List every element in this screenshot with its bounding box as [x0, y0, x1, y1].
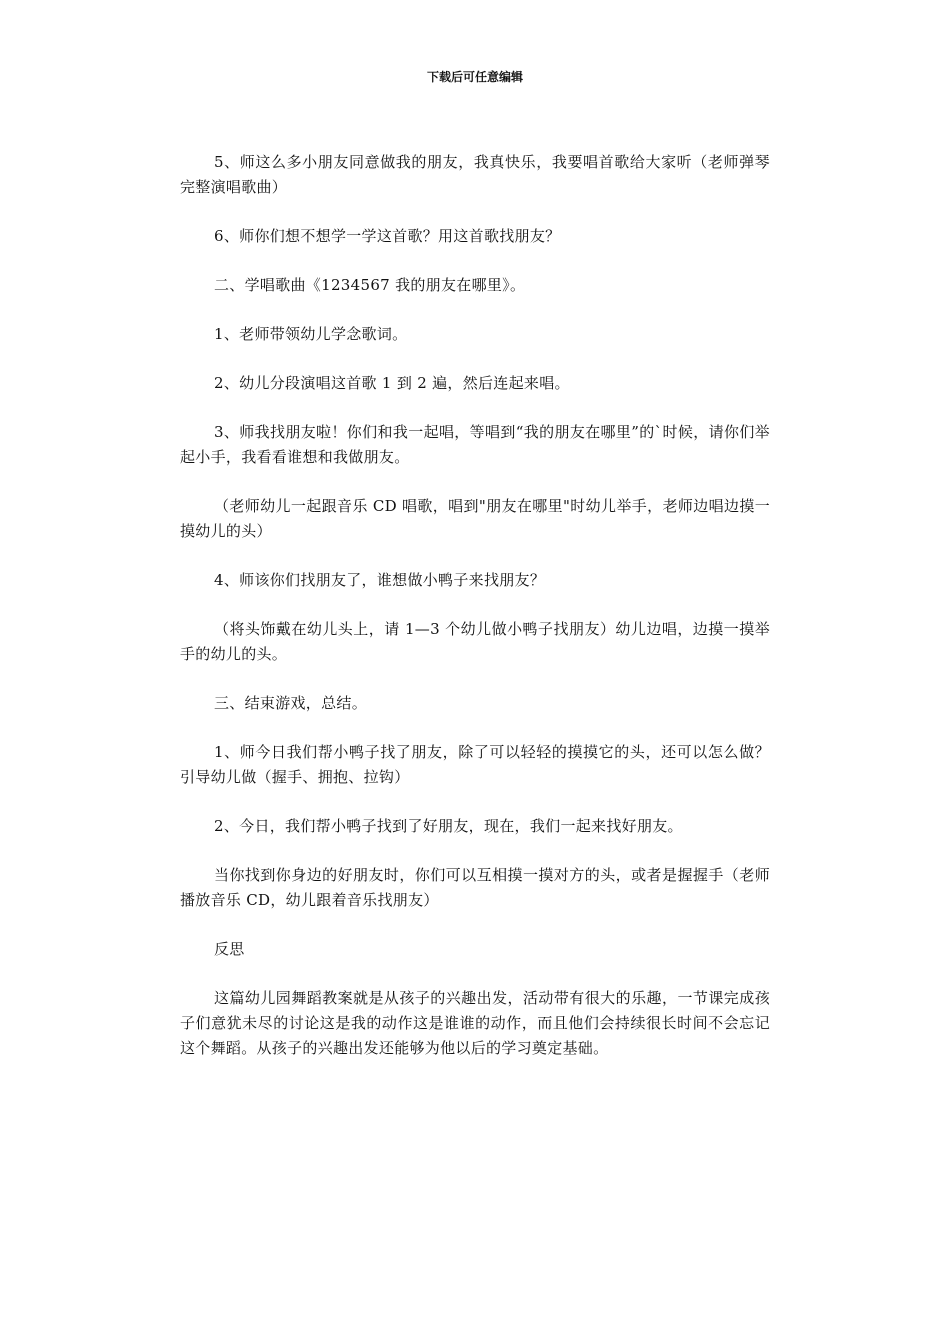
section-heading: 二、学唱歌曲《1234567 我的朋友在哪里》。: [214, 276, 526, 294]
paragraph: （老师幼儿一起跟音乐 CD 唱歌，唱到"朋友在哪里"时幼儿举手，老师边唱边摸一摸幼儿的头）: [180, 497, 770, 540]
section-heading: 三、结束游戏，总结。: [214, 694, 368, 712]
paragraph: （将头饰戴在幼儿头上，请 1—3 个幼儿做小鸭子找朋友）幼儿边唱，边摸一摸举手的幼儿的头。: [180, 620, 770, 663]
page-header: 下载后可任意编辑: [426, 70, 523, 84]
paragraph: 1、师今日我们帮小鸭子找了朋友，除了可以轻轻的摸摸它的头，还可以怎么做？引导幼儿做（握手、拥抱、拉钩）: [180, 743, 770, 786]
document-body: [180, 150, 770, 1085]
paragraph: 1、老师带领幼儿学念歌词。: [214, 325, 408, 343]
reflection-heading: 反思: [214, 940, 245, 958]
paragraph: 当你找到你身边的好朋友时，你们可以互相摸一摸对方的头，或者是握握手（老师播放音乐 CD，幼儿跟着音乐找朋友）: [180, 866, 770, 909]
paragraph: 5、师这么多小朋友同意做我的朋友，我真快乐，我要唱首歌给大家听（老师弹琴完整演唱歌曲）: [180, 153, 770, 196]
paragraph: 3、师我找朋友啦！你们和我一起唱，等唱到“我的朋友在哪里”的`时候，请你们举起小手，我看看谁想和我做朋友。: [180, 423, 770, 466]
paragraph: 6、师你们想不想学一学这首歌？用这首歌找朋友？: [214, 227, 561, 245]
paragraph: 4、师该你们找朋友了，谁想做小鸭子来找朋友？: [214, 571, 546, 589]
paragraph: 2、今日，我们帮小鸭子找到了好朋友，现在，我们一起来找好朋友。: [214, 817, 683, 835]
paragraph: 2、幼儿分段演唱这首歌 1 到 2 遍，然后连起来唱。: [214, 374, 570, 392]
paragraph: 这篇幼儿园舞蹈教案就是从孩子的兴趣出发，活动带有很大的乐趣，一节课完成孩子们意犹未尽的讨论这是我的动作这是谁谁的动作，而且他们会持续很长时间不会忘记这个舞蹈。从孩子的兴趣出发还能够为他以后的学习奠定基础。: [180, 989, 770, 1057]
